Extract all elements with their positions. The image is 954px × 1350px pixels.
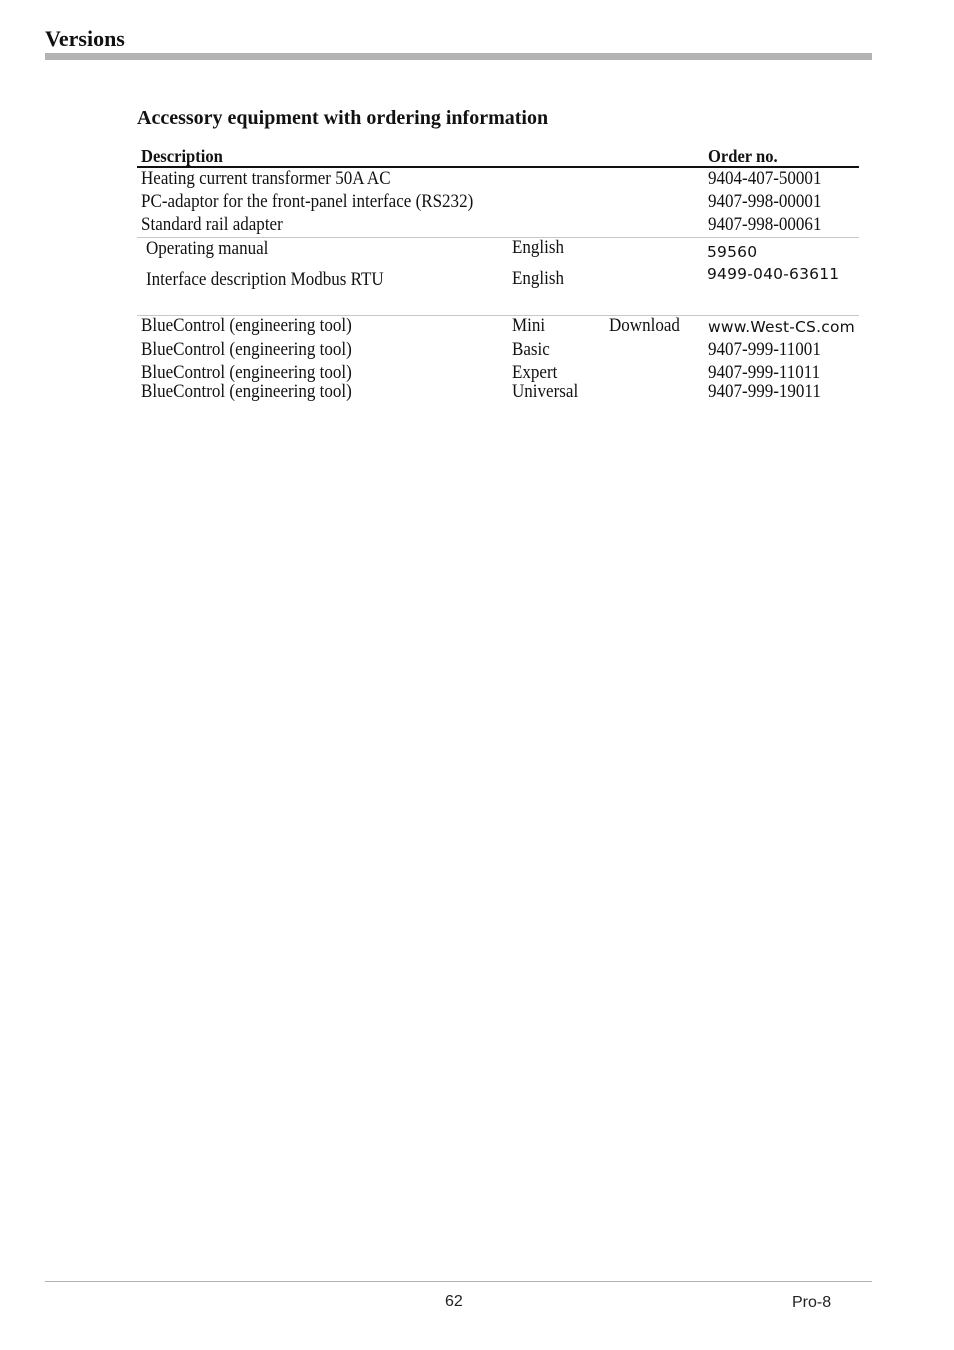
header-order-no: Order no. bbox=[708, 146, 778, 166]
row-description: BlueControl (engineering tool) bbox=[141, 340, 352, 360]
section-title-bar bbox=[45, 53, 872, 60]
section-title: Versions bbox=[45, 26, 125, 51]
row-description: Standard rail adapter bbox=[141, 215, 283, 235]
row-variant: Universal bbox=[512, 382, 579, 402]
row-order-no: 9407-998-00061 bbox=[708, 215, 822, 235]
row-description: Operating manual bbox=[146, 239, 269, 259]
page-number: 62 bbox=[445, 1293, 463, 1310]
row-description: BlueControl (engineering tool) bbox=[141, 363, 352, 383]
row-note: Download bbox=[609, 316, 680, 336]
row-description: PC-adaptor for the front-panel interface (RS232) bbox=[141, 192, 474, 212]
row-language: English bbox=[512, 269, 565, 289]
row-description: Interface description Modbus RTU bbox=[146, 270, 384, 290]
table-title: Accessory equipment with ordering information bbox=[137, 107, 549, 129]
row-order-no: 9499-040-63611 bbox=[707, 265, 840, 283]
row-order-no: 9404-407-50001 bbox=[708, 169, 822, 189]
row-order-no: 9407-999-19011 bbox=[708, 382, 821, 402]
document-name: Pro-8 bbox=[792, 1294, 832, 1311]
header-description: Description bbox=[141, 146, 223, 166]
row-order-no: 9407-998-00001 bbox=[708, 192, 822, 212]
row-order-link[interactable]: www.West-CS.com bbox=[708, 318, 855, 336]
row-order-no: 9407-999-11001 bbox=[708, 340, 821, 360]
row-description: BlueControl (engineering tool) bbox=[141, 382, 352, 402]
row-order-no: 9407-999-11011 bbox=[708, 363, 821, 383]
row-variant: Mini bbox=[512, 316, 546, 336]
row-description: Heating current transformer 50A AC bbox=[141, 169, 391, 189]
row-description: BlueControl (engineering tool) bbox=[141, 316, 352, 336]
row-order-no: 59560 bbox=[707, 243, 758, 261]
row-language: English bbox=[512, 238, 565, 258]
header-rule bbox=[137, 166, 859, 168]
row-variant: Basic bbox=[512, 340, 550, 360]
row-variant: Expert bbox=[512, 363, 558, 383]
group-divider bbox=[137, 237, 859, 238]
footer-rule bbox=[45, 1281, 872, 1282]
